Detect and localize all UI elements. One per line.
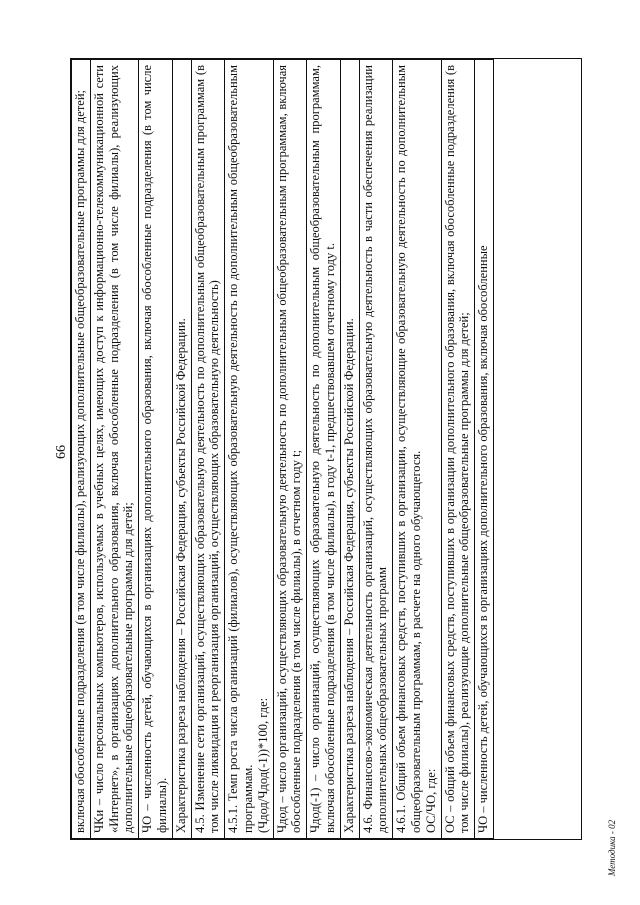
table-row bbox=[138, 59, 172, 839]
table-row bbox=[90, 59, 138, 839]
row-text: 4.5.1. Темп роста числа организаций (филиалов), осуществляющих образовательную деятельность по дополнительным общеобразовательным программам. bbox=[226, 65, 255, 833]
table-row bbox=[273, 59, 307, 839]
table-row bbox=[359, 59, 393, 839]
table-row bbox=[306, 59, 340, 839]
row-text: ОС – общий объем финансовых средств, поступивших в организации дополнительного образования, включая обособленные подразделения (в том числе филиалы), реализующие дополнительные общеобразовательные программы для детей; bbox=[442, 65, 472, 833]
row-text: 4.6.1. Общий объем финансовых средств, поступивших в организации, осуществляющие образовательную деятельность по дополнительным общеобразовательным программам, в расчете на одного обучающегося. bbox=[394, 65, 423, 833]
document-table bbox=[70, 60, 580, 840]
row-text: Чдод(-1) – число организаций, осуществляющих образовательную деятельность по дополнительным общеобразовательным программам, включая обособленные подразделения (в том числе филиалы), в году t-1, предшествовавшем отчетному году t. bbox=[308, 65, 337, 833]
row-text: Чдод – число организаций, осуществляющих образовательную деятельность по дополнительным общеобразовательным программам, включая обособленные подразделения (в том числе филиалы), в отчетном году t; bbox=[274, 65, 304, 833]
row-text: ОС/ЧО, где: bbox=[423, 768, 438, 833]
rotated-table-content bbox=[70, 58, 582, 840]
row-text: включая обособленные подразделения (в том числе филиалы), реализующих дополнительные общеобразовательные программы для детей; bbox=[73, 89, 87, 833]
table-row bbox=[340, 59, 359, 839]
row-text: Характеристика разреза наблюдения – Российская Федерация, субъекты Российской Федерации. bbox=[173, 318, 188, 833]
row-text: ЧКи – число персональных компьютеров, используемых в учебных целях, имеющих доступ к информационно-телекоммуникационной сети «Интернет», в организациях дополнительного образования, включая обособленные подразделения (в том числе филиалы), реализующих дополнительные общеобразовательные программы для детей; bbox=[91, 65, 136, 833]
table-row bbox=[474, 59, 494, 839]
table-row bbox=[172, 59, 191, 839]
table-row bbox=[441, 59, 475, 839]
row-text: 4.6. Финансово-экономическая деятельность организаций, осуществляющих образовательную деятельность в части обеспечения реализации дополнительных общеобразовательных программ bbox=[360, 65, 390, 833]
row-text: 4.5. Изменение сети организаций, осуществляющих образовательную деятельность по дополнительным общеобразовательным программам (в том числе ликвидация и реорганизация организаций, осуществляющих образовательную деятельность) bbox=[192, 65, 222, 833]
row-text: ЧО – численность детей, обучающихся в организациях дополнительного образования, включая обособленные bbox=[476, 245, 491, 833]
table-row bbox=[191, 59, 225, 839]
footer-stamp: Методика - 02 bbox=[607, 819, 617, 877]
table-row bbox=[224, 59, 272, 839]
page-number: 66 bbox=[54, 445, 69, 459]
row-text: (Чдод/Чдод(-1))*100, где: bbox=[255, 697, 270, 833]
row-text: ЧО – численность детей, обучающихся в организациях дополнительного образования, включая обособленные подразделения (в том числе филиалы). bbox=[140, 65, 169, 833]
table-row bbox=[71, 59, 90, 839]
row-text: Характеристика разреза наблюдения – Российская Федерация, субъекты Российской Федерации. bbox=[341, 318, 356, 833]
table-row bbox=[392, 59, 440, 839]
